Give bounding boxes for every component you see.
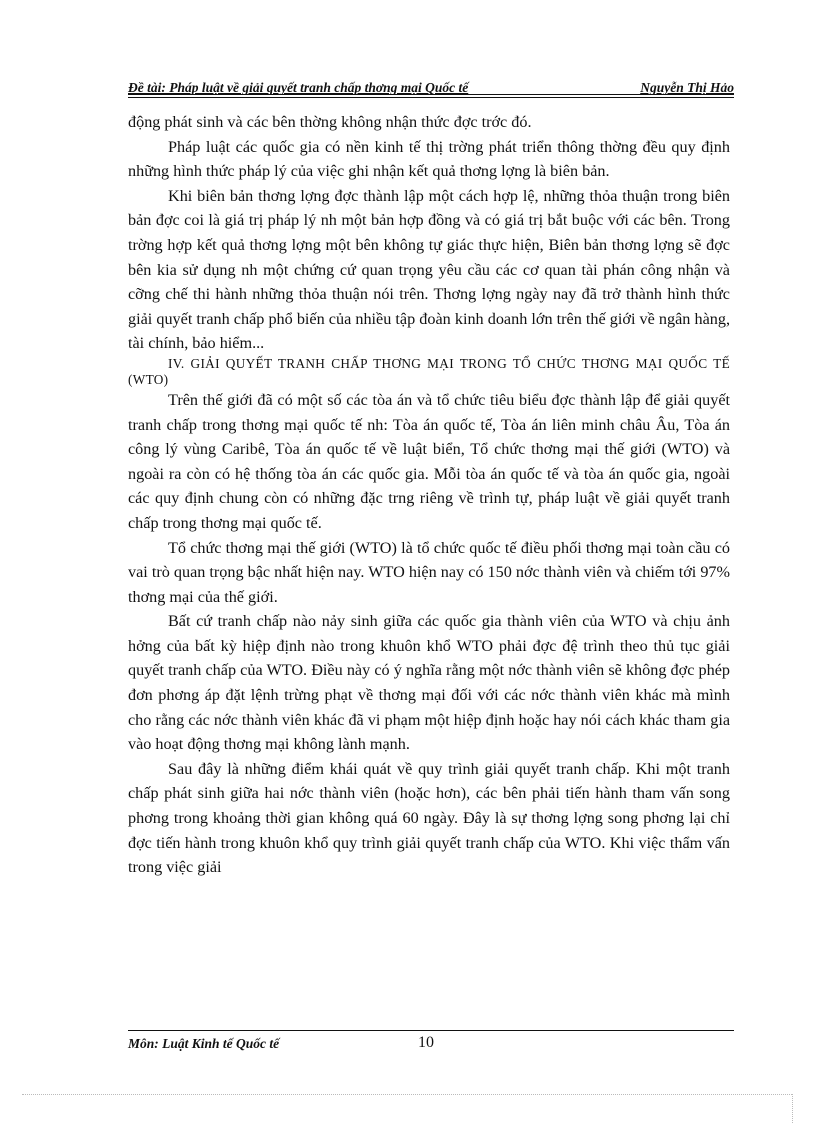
page-edge-bottom — [22, 1094, 792, 1095]
page-footer — [128, 1034, 734, 1056]
paragraph-2: Pháp luật các quốc gia có nền kinh tế thị trờng phát triển thông thờng đều quy định những hình thức pháp lý của việc ghi nhận kết quả thơng lợng là biên bản. — [128, 137, 730, 181]
header-title: Đề tài: Pháp luật về giải quyết tranh chấp thơng mại Quốc tế — [128, 80, 469, 95]
paragraph-5: Tổ chức thơng mại thế giới (WTO) là tổ chức quốc tế điều phối thơng mại toàn cầu có vai trò quan trọng bậc nhất hiện nay. WTO hiện nay có 150 nớc thành viên và chiếm tới 97% thơng mại của thế giới. — [128, 538, 730, 606]
footer-rule — [128, 1030, 734, 1031]
header-author: Nguyễn Thị Hảo — [640, 80, 734, 95]
paragraph-6: Bất cứ tranh chấp nào nảy sinh giữa các quốc gia thành viên của WTO và chịu ảnh hởng của bất kỳ hiệp định nào trong khuôn khổ WTO phải đợc đệ trình theo thủ tục giải quyết tranh chấp của WTO. Điều này có ý nghĩa rằng một nớc thành viên sẽ không đợc phép đơn phơng áp đặt lệnh trừng phạt về thơng mại đối với các nớc thành viên khác mà mình cho rằng các nớc thành viên khác đã vi phạm một hiệp định hoặc hay nói cách khác tham gia vào hoạt động thơng mại không lành mạnh. — [128, 612, 730, 754]
footer-subject: Môn: Luật Kinh tế Quốc tế — [128, 1036, 280, 1051]
page-number: 10 — [418, 1034, 434, 1051]
page-edge-right — [792, 1094, 793, 1123]
header-rule — [128, 94, 734, 95]
paragraph-4: Trên thế giới đã có một số các tòa án và tổ chức tiêu biểu đợc thành lập để giải quyết tranh chấp trong thơng mại quốc tế nh: Tòa án quốc tế, Tòa án liên minh châu Âu, Tòa án công lý vùng Caribê, Tòa án quốc tế về luật biển, Tổ chức thơng mại thế giới (WTO) và ngoài ra còn có hệ thống tòa án các quốc gia. Mỗi tòa án quốc tế và tòa án quốc gia, ngoài các quy định chung còn có những đặc trng riêng về trình tự, pháp luật về giải quyết tranh chấp trong thơng mại quốc tế. — [128, 390, 730, 532]
paragraph-3: Khi biên bản thơng lợng đợc thành lập một cách hợp lệ, những thỏa thuận trong biên bản đợc coi là giá trị pháp lý nh một bản hợp đồng và có giá trị bắt buộc với các bên. Trong trờng hợp kết quả thơng lợng một bên không tự giác thực hiện, Biên bản thơng lợng sẽ đợc bên kia sử dụng nh một chứng cứ quan trọng yêu cầu các cơ quan tài phán công nhận và cỡng chế thi hành những thỏa thuận nói trên. Thơng lợng ngày nay đã trở thành hình thức giải quyết tranh chấp phổ biến của nhiều tập đoàn kinh doanh lớn trên thế giới về ngân hàng, tài chính, bảo hiểm... — [128, 186, 730, 353]
header-rule-thin — [128, 97, 734, 98]
page-body — [128, 110, 730, 880]
paragraph-7: Sau đây là những điểm khái quát về quy trình giải quyết tranh chấp. Khi một tranh chấp phát sinh giữa hai nớc thành viên (hoặc hơn), các bên phải tiến hành tham vấn song phơng trong khoảng thời gian không quá 60 ngày. Đây là sự thơng lợng song phơng lại chỉ đợc tiến hành trong khuôn khổ quy trình giải quyết tranh chấp của WTO. Khi việc thẩm vấn trong việc giải — [128, 759, 730, 877]
section-heading: IV. GIẢI QUYẾT TRANH CHẤP THƠNG MẠI TRONG TỔ CHỨC THƠNG MẠI QUỐC TẾ (WTO) — [128, 355, 730, 387]
paragraph-1: động phát sinh và các bên thờng không nhận thức đợc trớc đó. — [128, 113, 532, 131]
